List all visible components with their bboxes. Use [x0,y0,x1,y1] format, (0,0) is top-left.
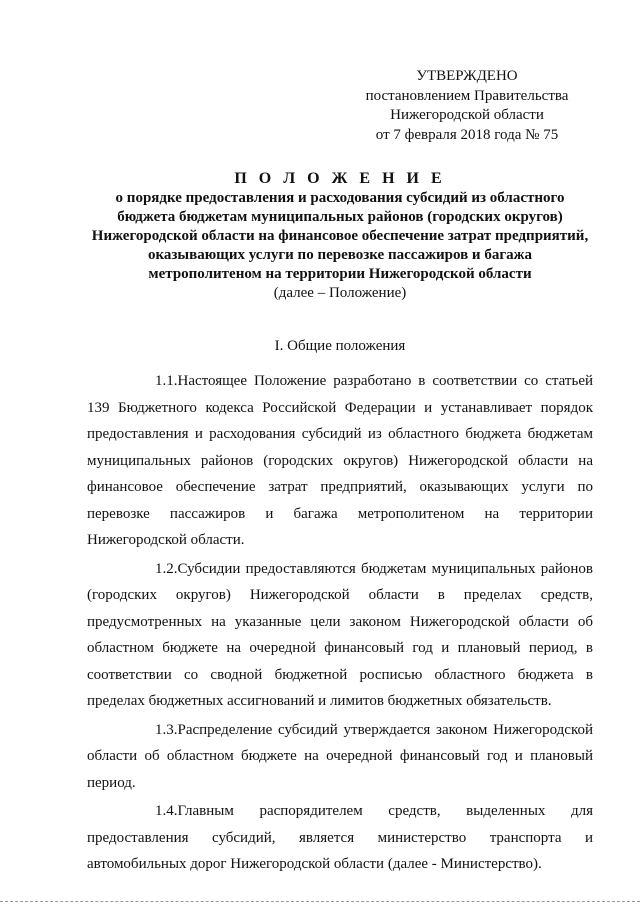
clause-text: Субсидии предоставляются бюджетам муниципальных районов (городских округов) Нижегородской области в пределах средств, предусмотренных на указанные цели законом Нижегородской области об областном бюджете на очередной финансовый год и плановый период, в соответствии со сводной бюджетной росписью областного бюджета в пределах бюджетных ассигнований и лимитов бюджетных обязательств. [87,560,593,709]
title-note: (далее – Положение) [273,285,407,301]
clause-paragraph [87,556,593,715]
approval-issuer: постановлением Правительства [365,87,569,104]
approval-region: Нижегородской области [390,107,544,123]
title-line: оказывающих услуги по перевозке пассажиров и багажа [147,247,533,263]
title-line: метрополитеном на территории Нижегородской области [148,266,532,282]
clause-number: 1.3. [155,721,178,738]
clause-number: 1.4. [155,803,178,819]
clause-text: Распределение субсидий утверждается законом Нижегородской области об областном бюджете на очередной финансовый год и плановый период. [87,721,593,791]
clause-number: 1.2. [155,560,178,577]
clause-text: Главным распорядителем средств, выделенных для предоставления субсидий, является министерство транспорта и автомобильных дорог Нижегородской области (далее - Министерство). [87,803,593,872]
title-line: о порядке предоставления и расходования субсидий из областного [115,190,565,206]
document-body [87,368,593,880]
clause-number: 1.1. [155,373,178,389]
clause-paragraph [87,368,593,554]
page-bottom-divider [0,901,640,903]
approval-date: от 7 февраля 2018 года № 75 [375,126,559,143]
document-heading: П О Л О Ж Е Н И Е [234,170,446,187]
approval-stamp [352,67,582,145]
clause-paragraph [87,717,593,797]
approval-label: УТВЕРЖДЕНО [416,68,518,84]
clause-text: Настоящее Положение разработано в соответствии со статьей 139 Бюджетного кодекса Российской Федерации и устанавливает порядок предоставления и расходования субсидий из областного бюджета бюджетам муниципальных районов (городских округов) Нижегородской области на финансовое обеспечение затрат предприятий, оказывающих услуги по перевозке пассажиров и багажа метрополитеном на территории Нижегородской области. [87,373,593,548]
title-line: бюджета бюджетам муниципальных районов (городских округов) [117,209,563,225]
document-title-block [70,169,610,303]
title-line: Нижегородской области на финансовое обеспечение затрат предприятий, [91,228,589,244]
section-title: I. Общие положения [274,338,406,354]
clause-paragraph [87,798,593,878]
